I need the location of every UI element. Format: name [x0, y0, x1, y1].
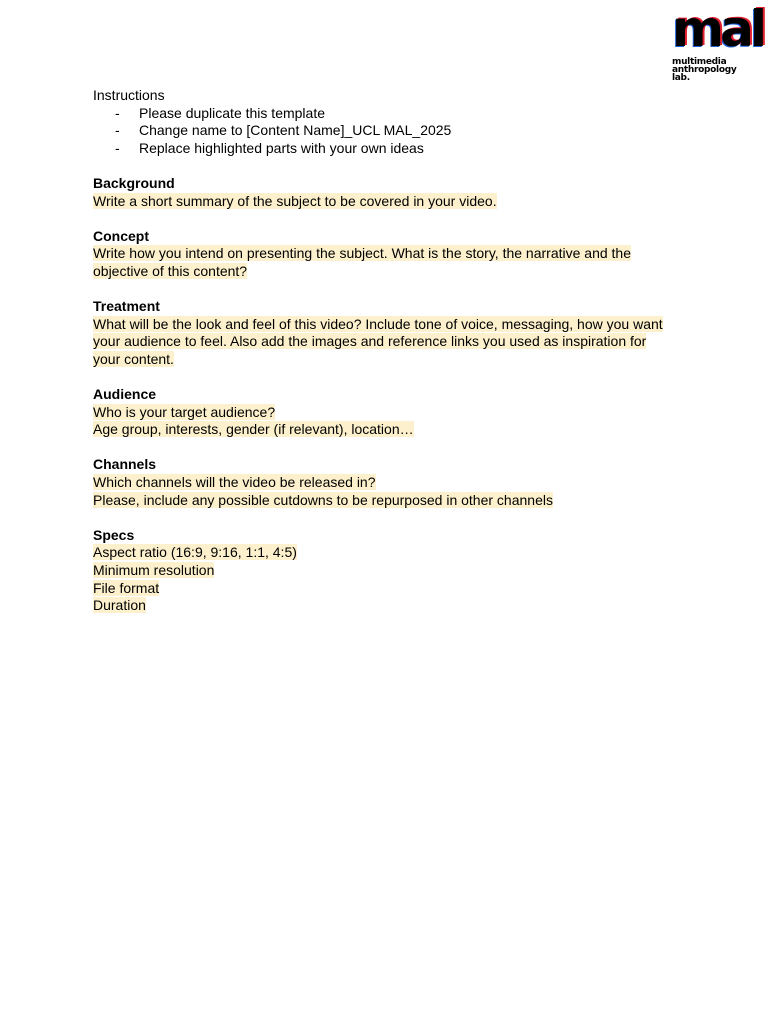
- document-body: [93, 87, 683, 615]
- logo: [672, 0, 763, 84]
- highlighted-text: Aspect ratio (16:9, 9:16, 1:1, 4:5): [93, 544, 297, 561]
- section-heading: Specs: [93, 526, 135, 543]
- section-background: [93, 175, 683, 210]
- logo-tagline-line: multimedia: [672, 57, 727, 67]
- instructions-title: Instructions: [93, 87, 165, 103]
- logo-tagline-line: lab.: [672, 73, 690, 83]
- section-heading: Background: [93, 174, 175, 191]
- highlighted-text: Which channels will the video be released in?: [93, 474, 376, 491]
- highlighted-text: Who is your target audience?: [93, 403, 276, 420]
- list-item-text: Change name to [Content Name]_UCL MAL_2025: [139, 122, 452, 139]
- section-heading: Treatment: [93, 298, 160, 315]
- list-item: - Please duplicate this template: [115, 104, 325, 121]
- list-item-text: Replace highlighted parts with your own ideas: [139, 139, 424, 156]
- logo-tagline-line: anthropology: [672, 65, 737, 75]
- highlighted-text: your audience to feel. Also add the images and reference links you used as inspiration for: [93, 333, 647, 350]
- highlighted-text: your content.: [93, 350, 174, 367]
- section-heading: Channels: [93, 456, 157, 473]
- section-audience: [93, 386, 683, 439]
- instructions-list: [93, 105, 683, 158]
- highlighted-text: Duration: [93, 597, 146, 614]
- highlighted-text: Age group, interests, gender (if relevant), location…: [93, 421, 414, 438]
- highlighted-text: Please, include any possible cutdowns to be repurposed in other channels: [93, 491, 553, 508]
- logo-wordmark: mal: [672, 0, 763, 58]
- highlighted-text: Minimum resolution: [93, 562, 215, 579]
- section-treatment: [93, 298, 683, 368]
- highlighted-text: File format: [93, 579, 160, 596]
- section-heading: Concept: [93, 227, 149, 244]
- highlighted-text: Write a short summary of the subject to be covered in your video.: [93, 192, 497, 209]
- list-item-text: Please duplicate this template: [139, 104, 325, 121]
- section-channels: [93, 456, 683, 509]
- section-specs: [93, 527, 683, 615]
- highlighted-text: Write how you intend on presenting the subject. What is the story, the narrative and the: [93, 245, 632, 262]
- section-concept: [93, 228, 683, 281]
- highlighted-text: What will be the look and feel of this video? Include tone of voice, messaging, how you want: [93, 315, 663, 332]
- list-item: - Change name to [Content Name]_UCL MAL_2025: [115, 122, 452, 139]
- list-item: - Replace highlighted parts with your own ideas: [115, 139, 424, 156]
- highlighted-text: objective of this content?: [93, 262, 248, 279]
- section-heading: Audience: [93, 386, 157, 403]
- logo-tagline: [672, 58, 736, 82]
